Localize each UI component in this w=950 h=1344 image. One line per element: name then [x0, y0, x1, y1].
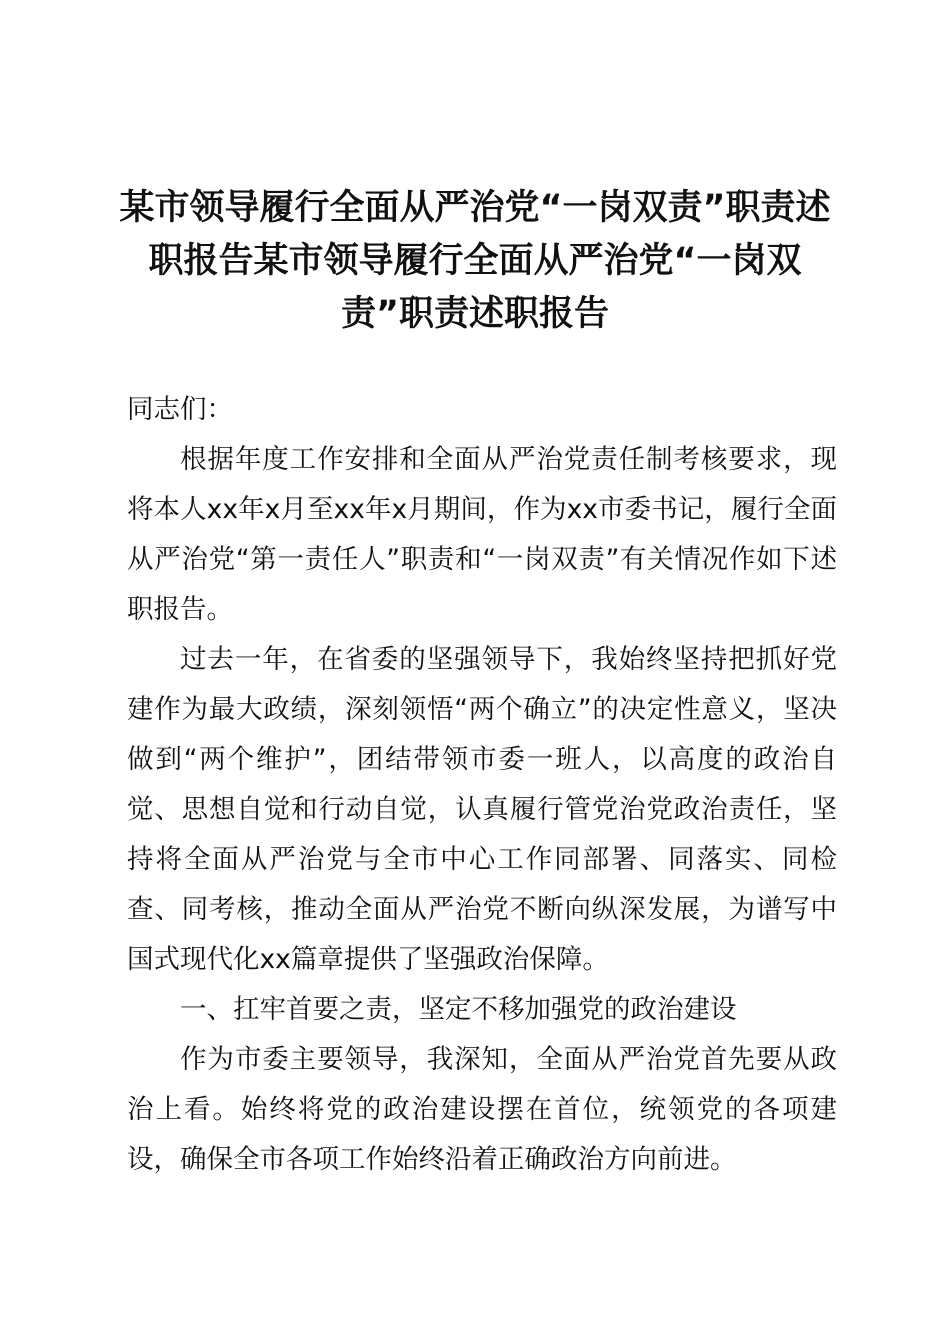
document-title: 某市领导履行全面从严治党“一岗双责”职责述职报告某市领导履行全面从严治党“一岗双责”职责述职报告 [119, 188, 831, 334]
section-1-paragraph: 作为市委主要领导，我深知，全面从严治党首先要从政治上看。始终将党的政治建设摆在首位，统领党的各项建设，确保全市各项工作始终沿着正确政治方向前进。 [127, 1044, 837, 1175]
section-heading-1: 一、扛牢首要之责，坚定不移加强党的政治建设 [180, 994, 737, 1025]
greeting: 同志们： [127, 394, 233, 425]
paragraph-overview: 过去一年，在省委的坚强领导下，我始终坚持把抓好党建作为最大政绩，深刻领悟“两个确立”的决定性意义，坚决做到“两个维护”，团结带领市委一班人，以高度的政治自觉、思想自觉和行动自觉，认真履行管党治党政治责任，坚持将全面从严治党与全市中心工作同部署、同落实、同检查、同考核，推动全面从严治党不断向纵深发展，为谱写中国式现代化xx篇章提供了坚强政治保障。 [127, 644, 837, 975]
paragraph-intro: 根据年度工作安排和全面从严治党责任制考核要求，现将本人xx年x月至xx年x月期间，作为xx市委书记，履行全面从严治党“第一责任人”职责和“一岗双责”有关情况作如下述职报告。 [127, 444, 837, 625]
document-body [127, 385, 837, 1185]
